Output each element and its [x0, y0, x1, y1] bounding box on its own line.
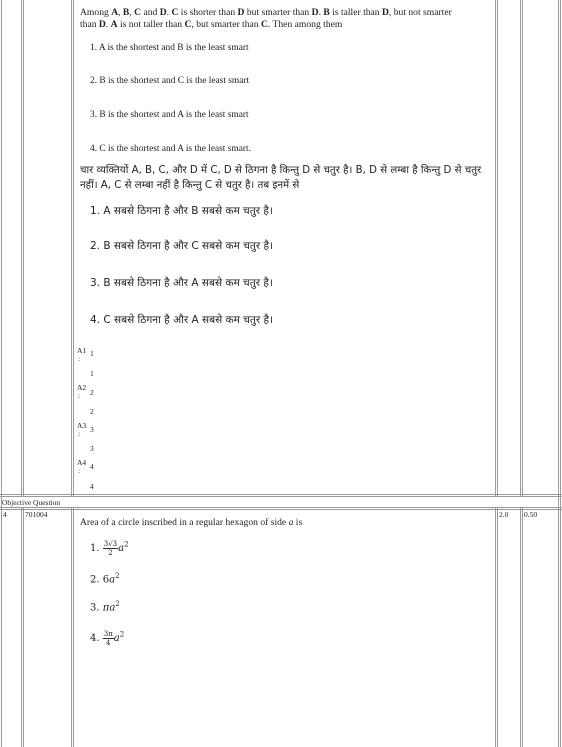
- grid-line: [0, 494, 562, 495]
- option-en-4: 4. C is the shortest and A is the least smart.: [90, 144, 251, 154]
- answer-colon: :: [78, 354, 81, 363]
- answer-colon: :: [78, 429, 81, 438]
- answer-value: 3: [90, 425, 94, 434]
- grid-line: [560, 0, 561, 747]
- answer-colon: :: [78, 391, 81, 400]
- question-text-hi: चार व्यक्तियों A, B, C, और D में C, D से ठिगना है किन्तु D से चतुर है। B, D से लम्बा है किन्तु D से चतुर नहीं। A, C से लम्बा नहीं है किन्तु C से चतुर है। तब इनमें से: [80, 165, 482, 191]
- grid-line: [495, 0, 496, 747]
- grid-line: [520, 0, 521, 747]
- option-en-3: 3. B is the shortest and A is the least smart: [90, 110, 249, 120]
- question-text: Area of a circle inscribed in a regular hexagon of side a is: [80, 517, 303, 528]
- grid-line: [522, 0, 523, 747]
- option-hi-1: 1. A सबसे ठिगना है और B सबसे कम चतुर है।: [90, 205, 273, 217]
- grid-line: [21, 0, 22, 747]
- answer-value-alt: 3: [90, 444, 94, 453]
- question-negative-marks: 0.50: [524, 510, 538, 519]
- answer-value: 1: [90, 349, 94, 358]
- answer-value: 4: [90, 462, 94, 471]
- answer-label-a2: A2: [77, 383, 87, 392]
- answer-value-alt: 2: [90, 407, 94, 416]
- answer-colon: :: [78, 466, 81, 475]
- grid-line: [558, 0, 559, 747]
- option-hi-4: 4. C सबसे ठिगना है और A सबसे कम चतुर है।: [90, 314, 274, 326]
- answer-value-alt: 4: [90, 482, 94, 491]
- option-hi-2: 2. B सबसे ठिगना है और C सबसे कम चतुर है।: [90, 240, 274, 252]
- fraction: $\frac{3√3}{2}$: [103, 540, 118, 557]
- answer-label-a3: A3: [77, 421, 87, 430]
- option-hi-3: 3. B सबसे ठिगना है और A सबसे कम चतुर है।: [90, 277, 273, 289]
- grid-line: [71, 0, 72, 747]
- fraction: $\frac{3\pi}{4}$: [103, 630, 113, 647]
- answer-value-alt: 1: [90, 369, 94, 378]
- question-type-label: Objective Question: [2, 498, 61, 507]
- grid-line: [0, 509, 562, 510]
- option-en-1: 1. A is the shortest and B is the least smart: [90, 43, 249, 53]
- grid-line: [23, 0, 24, 747]
- option-2: 2. $6a^2$: [90, 572, 120, 586]
- question-number: 4: [3, 510, 7, 519]
- grid-line: [0, 507, 562, 508]
- option-4: 4. $\frac{3\pi}{4}$ $a^2$: [90, 630, 125, 647]
- question-id: 701004: [25, 510, 48, 519]
- grid-line: [1, 0, 2, 747]
- answer-value: 2: [90, 388, 94, 397]
- grid-line: [73, 0, 74, 747]
- question-text-en: Among A, B, C and D. C is shorter than D but smarter than D. B is taller than D, but not smarter than D. A is not taller than C, but smarter than C. Then among them: [80, 7, 452, 30]
- question-marks: 2.0: [499, 510, 509, 519]
- header-row-bg: [2, 497, 557, 507]
- option-1: 1. $\frac{3√3}{2}$ $a^2$: [90, 540, 129, 557]
- option-en-2: 2. B is the shortest and C is the least smart: [90, 76, 250, 86]
- option-3: 3. $\pi a^2$: [90, 600, 120, 614]
- grid-line: [497, 0, 498, 747]
- answer-label-a4: A4: [77, 458, 87, 467]
- answer-label-a1: A1: [77, 346, 87, 355]
